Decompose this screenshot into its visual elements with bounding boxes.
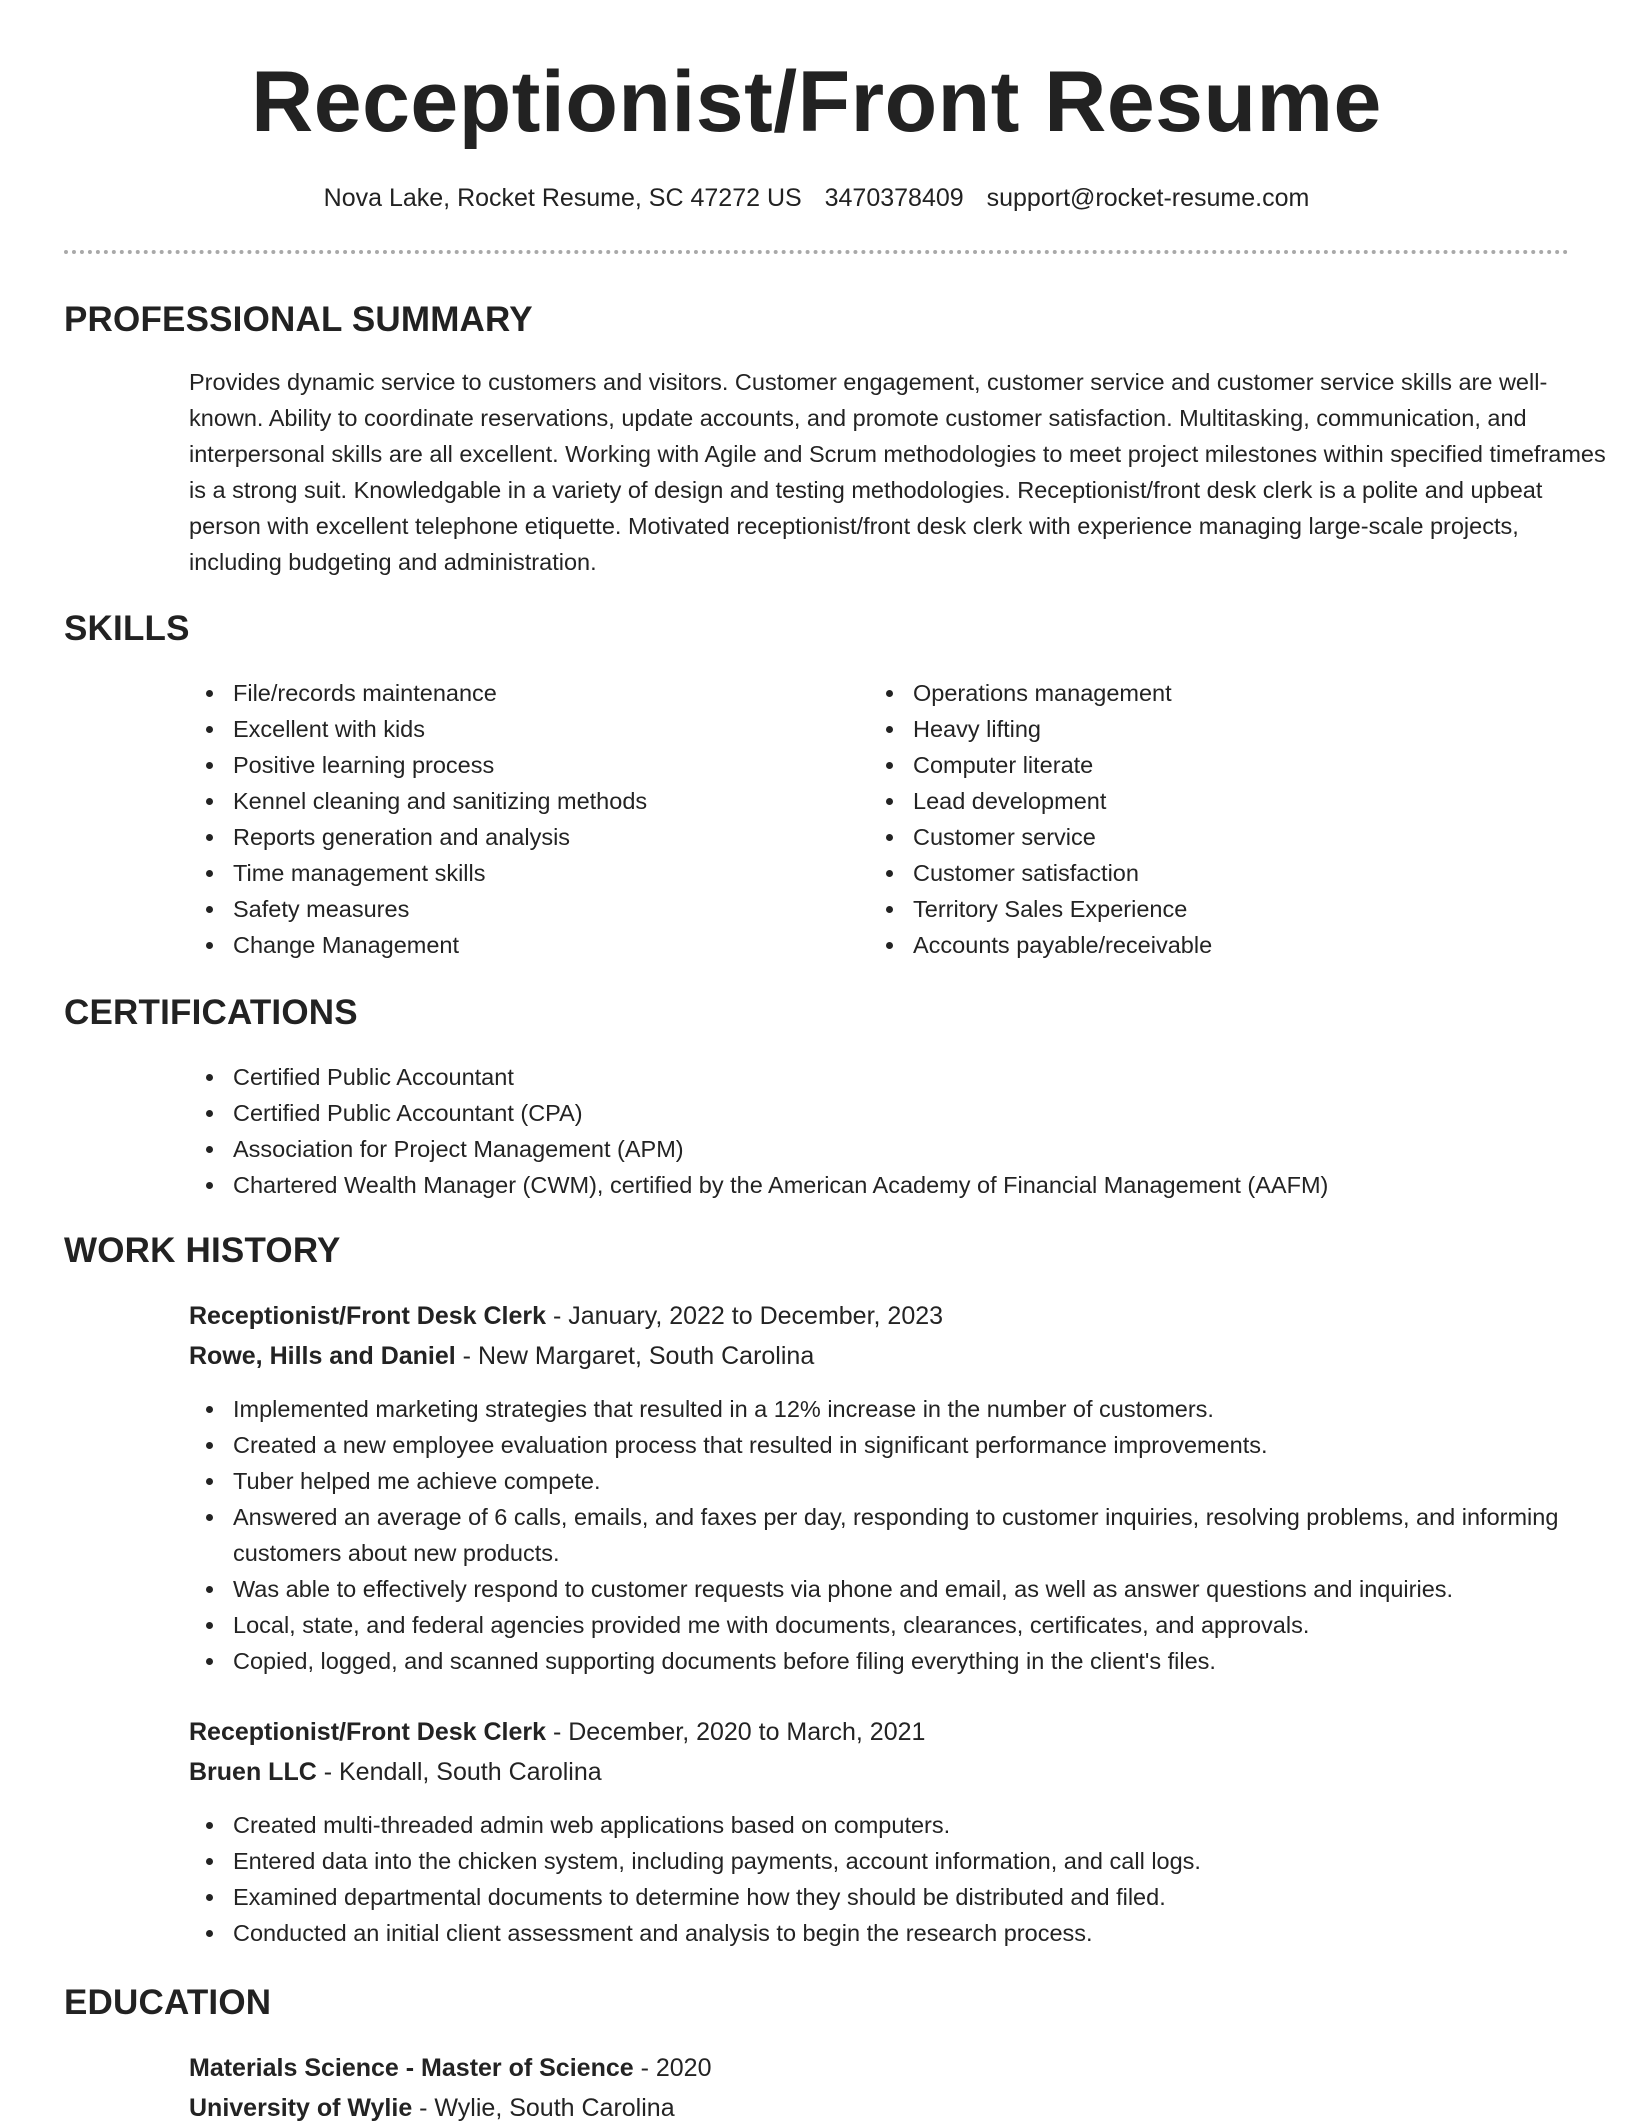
duty-item: Created multi-threaded admin web applications based on computers. <box>233 1807 1632 1843</box>
job-2-title-line <box>189 1712 925 1752</box>
contact-phone: 3470378409 <box>824 184 964 212</box>
skill-item: Accounts payable/receivable <box>913 927 1533 963</box>
duty-item: Implemented marketing strategies that resulted in a 12% increase in the number of customers. <box>233 1391 1632 1427</box>
contact-email: support@rocket-resume.com <box>986 184 1310 212</box>
job-1-company: Rowe, Hills and Daniel <box>189 1342 456 1370</box>
education-degree-line <box>189 2048 712 2088</box>
skill-item: Customer service <box>913 819 1533 855</box>
skill-item: Reports generation and analysis <box>233 819 853 855</box>
work-history-heading: WORK HISTORY <box>64 1231 341 1270</box>
duty-item: Examined departmental documents to determine how they should be distributed and filed. <box>233 1879 1632 1915</box>
skills-list-right <box>869 675 1533 963</box>
job-1-role: Receptionist/Front Desk Clerk <box>189 1302 547 1330</box>
duty-item: Created a new employee evaluation process that resulted in significant performance improvements. <box>233 1427 1632 1463</box>
contact-address: Nova Lake, Rocket Resume, SC 47272 US <box>323 184 802 212</box>
job-2-company-line <box>189 1752 602 1792</box>
skill-item: Computer literate <box>913 747 1533 783</box>
education-heading: EDUCATION <box>64 1983 272 2022</box>
skill-item: Change Management <box>233 927 853 963</box>
duty-item: Was able to effectively respond to customer requests via phone and email, as well as answer questions and inquiries. <box>233 1571 1632 1607</box>
resume-title: Receptionist/Front Resume <box>251 54 1382 150</box>
duty-item: Entered data into the chicken system, including payments, account information, and call logs. <box>233 1843 1632 1879</box>
job-2-company: Bruen LLC <box>189 1758 317 1786</box>
education-year: - 2020 <box>633 2054 712 2082</box>
summary-text: Provides dynamic service to customers and visitors. Customer engagement, customer service and customer service skills are well-known. Ability to coordinate reservations, update accounts, and promote customer satisfaction. Multitasking, communication, and interpersonal skills are all excellent. Working with Agile and Scrum methodologies to meet project milestones within specified timeframes is a strong suit. Knowledgable in a variety of design and testing methodologies. Receptionist/front desk clerk is a polite and upbeat person with excellent telephone etiquette. Motivated receptionist/front desk clerk with experience managing large-scale projects, including budgeting and administration. <box>189 369 1606 575</box>
certifications-heading: CERTIFICATIONS <box>64 993 358 1032</box>
certification-item: Certified Public Accountant (CPA) <box>233 1095 1632 1131</box>
job-1-dates: - January, 2022 to December, 2023 <box>546 1302 944 1330</box>
skill-item: Operations management <box>913 675 1533 711</box>
duty-item: Answered an average of 6 calls, emails, and faxes per day, responding to customer inquiries, resolving problems, and informing customers about new products. <box>233 1499 1632 1571</box>
certifications-list <box>189 1059 1632 1203</box>
skills-list-left <box>189 675 853 963</box>
job-1-title-line <box>189 1296 943 1336</box>
job-1-duties <box>189 1391 1632 1679</box>
certification-item: Certified Public Accountant <box>233 1059 1632 1095</box>
job-2-location: - Kendall, South Carolina <box>316 1758 602 1786</box>
education-school-line <box>189 2088 675 2128</box>
skill-item: Lead development <box>913 783 1533 819</box>
duty-item: Conducted an initial client assessment and analysis to begin the research process. <box>233 1915 1632 1951</box>
duty-item: Tuber helped me achieve compete. <box>233 1463 1632 1499</box>
job-2-duties <box>189 1807 1632 1951</box>
job-2-role: Receptionist/Front Desk Clerk <box>189 1718 547 1746</box>
job-1-location: - New Margaret, South Carolina <box>455 1342 815 1370</box>
job-2-dates: - December, 2020 to March, 2021 <box>546 1718 926 1746</box>
education-school: University of Wylie <box>189 2094 413 2122</box>
skill-item: Safety measures <box>233 891 853 927</box>
certification-item: Association for Project Management (APM) <box>233 1131 1632 1167</box>
contact-line <box>64 180 1569 216</box>
skill-item: Kennel cleaning and sanitizing methods <box>233 783 853 819</box>
education-location: - Wylie, South Carolina <box>412 2094 675 2122</box>
skill-item: Time management skills <box>233 855 853 891</box>
education-degree: Materials Science - Master of Science <box>189 2054 634 2082</box>
header-divider <box>64 250 1569 254</box>
job-1-company-line <box>189 1336 814 1376</box>
skills-heading: SKILLS <box>64 609 190 648</box>
summary-heading: PROFESSIONAL SUMMARY <box>64 300 533 339</box>
skill-item: Heavy lifting <box>913 711 1533 747</box>
skill-item: Excellent with kids <box>233 711 853 747</box>
duty-item: Local, state, and federal agencies provided me with documents, clearances, certificates, and approvals. <box>233 1607 1632 1643</box>
skill-item: File/records maintenance <box>233 675 853 711</box>
duty-item: Copied, logged, and scanned supporting documents before filing everything in the client's files. <box>233 1643 1632 1679</box>
certification-item: Chartered Wealth Manager (CWM), certified by the American Academy of Financial Management (AAFM) <box>233 1167 1632 1203</box>
skill-item: Territory Sales Experience <box>913 891 1533 927</box>
skill-item: Positive learning process <box>233 747 853 783</box>
skill-item: Customer satisfaction <box>913 855 1533 891</box>
